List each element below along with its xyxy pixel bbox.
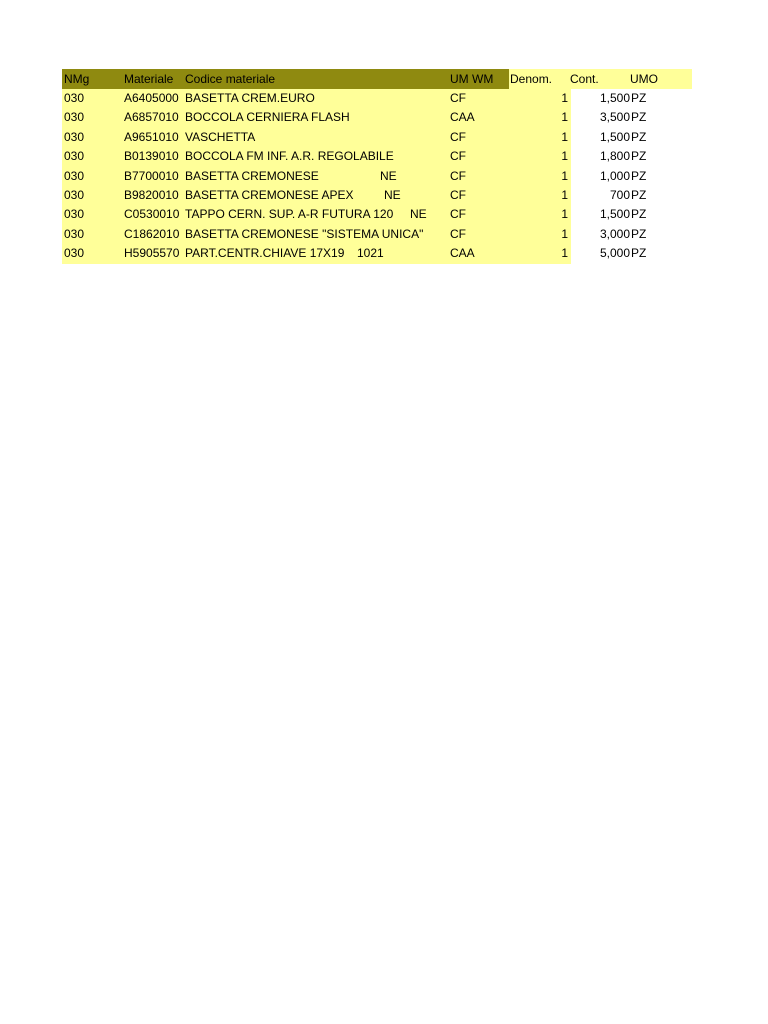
cell-quantity[interactable]: 1,000 bbox=[599, 168, 630, 183]
header-cont[interactable]: Cont. bbox=[570, 72, 599, 86]
cell-um-wm[interactable]: CF bbox=[450, 168, 466, 183]
cell-um-wm[interactable]: CAA bbox=[450, 246, 475, 261]
cell-umo[interactable]: PZ bbox=[631, 129, 647, 144]
cell-umo[interactable]: PZ bbox=[631, 110, 647, 125]
cell-cont[interactable]: 1 bbox=[561, 187, 568, 202]
cell-cont[interactable]: 1 bbox=[561, 110, 568, 125]
cell-umo[interactable]: PZ bbox=[631, 187, 647, 202]
cell-cont[interactable]: 1 bbox=[561, 207, 568, 222]
cell-quantity[interactable]: 5,000 bbox=[599, 246, 630, 261]
cell-umo[interactable]: PZ bbox=[631, 149, 647, 164]
cell-materiale[interactable]: A6857010 bbox=[124, 110, 179, 125]
cell-note: NE bbox=[410, 207, 427, 222]
cell-materiale[interactable]: C0530010 bbox=[124, 207, 180, 222]
cell-um-wm[interactable]: CF bbox=[450, 149, 466, 164]
cell-nmg[interactable]: 030 bbox=[64, 246, 85, 261]
cell-quantity[interactable]: 3,000 bbox=[599, 226, 630, 241]
cell-quantity[interactable]: 1,500 bbox=[599, 91, 630, 105]
cell-materiale[interactable]: B7700010 bbox=[124, 168, 179, 183]
header-codice-materiale[interactable]: Codice materiale bbox=[185, 72, 276, 86]
cell-codice-materiale[interactable]: BASETTA CREMONESE APEX bbox=[185, 187, 354, 202]
cell-quantity[interactable]: 1,500 bbox=[599, 207, 630, 222]
cell-umo[interactable]: PZ bbox=[631, 226, 647, 241]
cell-um-wm[interactable]: CAA bbox=[450, 110, 475, 125]
cell-materiale[interactable]: B0139010 bbox=[124, 149, 179, 164]
cell-nmg[interactable]: 030 bbox=[64, 168, 85, 183]
cell-materiale[interactable]: A9651010 bbox=[124, 129, 179, 144]
cell-umo[interactable]: PZ bbox=[631, 168, 647, 183]
cell-cont[interactable]: 1 bbox=[561, 91, 568, 105]
cell-um-wm[interactable]: CF bbox=[450, 91, 466, 105]
cell-umo[interactable]: PZ bbox=[631, 246, 647, 261]
cell-codice-materiale[interactable]: BOCCOLA CERNIERA FLASH bbox=[185, 110, 350, 125]
table-body bbox=[62, 89, 692, 264]
table-row bbox=[62, 225, 692, 244]
cell-codice-materiale[interactable]: BASETTA CREMONESE bbox=[185, 168, 319, 183]
cell-cont[interactable]: 1 bbox=[561, 149, 568, 164]
cell-materiale[interactable]: C1862010 bbox=[124, 226, 180, 241]
cell-quantity[interactable]: 1,800 bbox=[599, 149, 630, 164]
table-row bbox=[62, 167, 692, 186]
table-row bbox=[62, 128, 692, 147]
header-materiale[interactable]: Materiale bbox=[124, 72, 174, 86]
cell-cont[interactable]: 1 bbox=[561, 246, 568, 261]
cell-um-wm[interactable]: CF bbox=[450, 207, 466, 222]
cell-materiale[interactable]: B9820010 bbox=[124, 187, 179, 202]
cell-um-wm[interactable]: CF bbox=[450, 129, 466, 144]
cell-nmg[interactable]: 030 bbox=[64, 207, 85, 222]
cell-codice-materiale[interactable]: BASETTA CREM.EURO bbox=[185, 91, 315, 105]
cell-um-wm[interactable]: CF bbox=[450, 226, 466, 241]
cell-codice-materiale[interactable]: BOCCOLA FM INF. A.R. REGOLABILE bbox=[185, 149, 394, 164]
cell-um-wm[interactable]: CF bbox=[450, 187, 466, 202]
header-um-wm[interactable]: UM WM bbox=[450, 72, 494, 86]
header-nmg[interactable]: NMg bbox=[64, 72, 90, 86]
cell-umo[interactable]: PZ bbox=[631, 207, 647, 222]
header-row bbox=[62, 69, 692, 89]
cell-note: NE bbox=[384, 187, 401, 202]
cell-materiale[interactable]: A6405000 bbox=[124, 91, 179, 105]
cell-codice-materiale[interactable]: PART.CENTR.CHIAVE 17X19 bbox=[185, 246, 345, 261]
cell-quantity[interactable]: 1,500 bbox=[599, 129, 630, 144]
cell-nmg[interactable]: 030 bbox=[64, 149, 85, 164]
table-row bbox=[62, 186, 692, 205]
cell-note: 1021 bbox=[357, 246, 384, 261]
table-row bbox=[62, 147, 692, 166]
header-denom[interactable]: Denom. bbox=[510, 72, 553, 86]
cell-quantity[interactable]: 700 bbox=[609, 187, 630, 202]
cell-quantity[interactable]: 3,500 bbox=[599, 110, 630, 125]
cell-nmg[interactable]: 030 bbox=[64, 129, 85, 144]
cell-note: NE bbox=[380, 168, 397, 183]
spreadsheet bbox=[62, 69, 692, 264]
table-row bbox=[62, 89, 692, 108]
cell-materiale[interactable]: H5905570 bbox=[124, 246, 180, 261]
cell-codice-materiale[interactable]: VASCHETTA bbox=[185, 129, 256, 144]
cell-nmg[interactable]: 030 bbox=[64, 91, 85, 105]
header-umo[interactable]: UMO bbox=[630, 72, 658, 86]
cell-codice-materiale[interactable]: BASETTA CREMONESE "SISTEMA UNICA" bbox=[185, 226, 424, 241]
cell-cont[interactable]: 1 bbox=[561, 168, 568, 183]
cell-nmg[interactable]: 030 bbox=[64, 110, 85, 125]
cell-codice-materiale[interactable]: TAPPO CERN. SUP. A-R FUTURA 120 bbox=[185, 207, 394, 222]
table-row bbox=[62, 108, 692, 127]
table-row bbox=[62, 244, 692, 263]
cell-cont[interactable]: 1 bbox=[561, 129, 568, 144]
cell-cont[interactable]: 1 bbox=[561, 226, 568, 241]
cell-umo[interactable]: PZ bbox=[631, 91, 647, 105]
cell-nmg[interactable]: 030 bbox=[64, 187, 85, 202]
table-row bbox=[62, 205, 692, 224]
cell-nmg[interactable]: 030 bbox=[64, 226, 85, 241]
